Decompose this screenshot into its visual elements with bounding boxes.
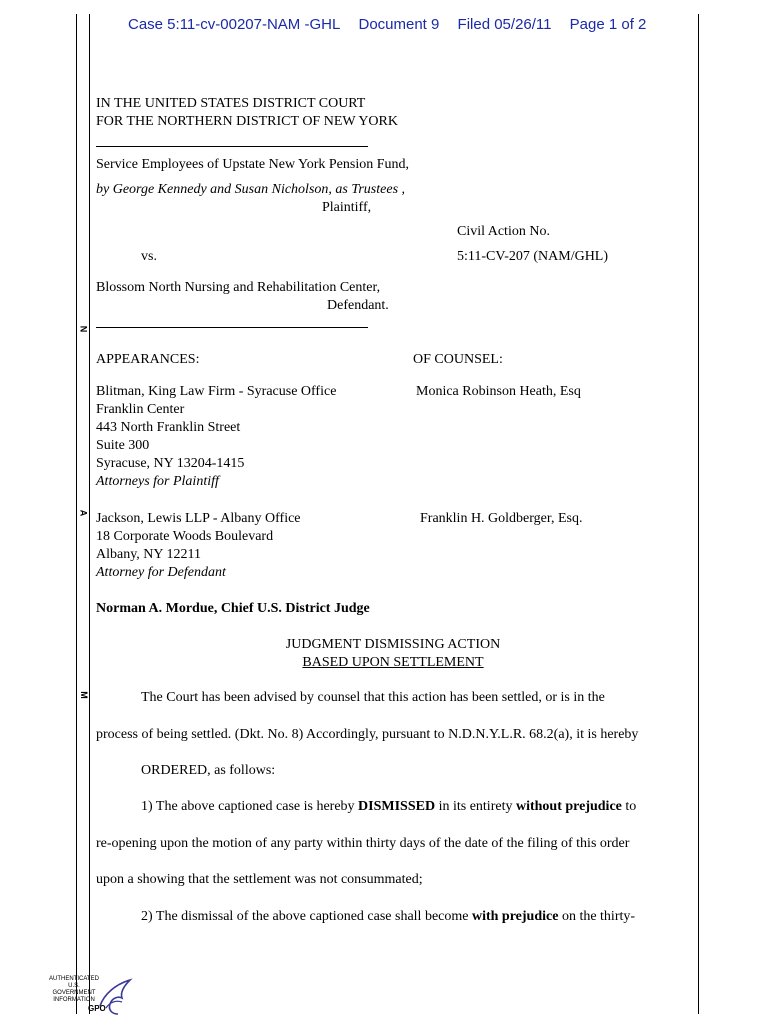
court-name-line2: FOR THE NORTHERN DISTRICT OF NEW YORK [96, 114, 398, 129]
caption-rule-bottom [96, 327, 368, 328]
defendant-counsel: Franklin H. Goldberger, Esq. [420, 511, 583, 526]
body-text: to [621, 799, 637, 814]
plaintiff-role: Plaintiff, [322, 200, 372, 215]
judgment-title-line2: BASED UPON SETTLEMENT [302, 655, 484, 670]
body-text: process of being settled. (Dkt. No. 8) Accordingly, pursuant to N.D.N.Y.L.R. 68.2(a), it is hereby [96, 727, 639, 742]
defendant-role: Defendant. [327, 298, 389, 313]
plaintiff-firm-line: Blitman, King Law Firm - Syracuse Office [96, 384, 337, 399]
defendant-firm-line: Albany, NY 12211 [96, 547, 201, 562]
body-paragraph-line [141, 690, 741, 706]
body-text: The Court has been advised by counsel that this action has been settled, or is in the [141, 690, 605, 705]
plaintiff-name: Service Employees of Upstate New York Pension Fund, [96, 157, 410, 172]
item-1-line2 [96, 836, 696, 852]
item-1-line [141, 799, 741, 815]
defendant-firm-line: 18 Corporate Woods Boulevard [96, 529, 274, 544]
plaintiff-firm-line: 443 North Franklin Street [96, 420, 241, 435]
plaintiff-firm-line: Franklin Center [96, 402, 185, 417]
dismissed-emphasis: DISMISSED [358, 799, 436, 814]
plaintiff-counsel: Monica Robinson Heath, Esq [416, 384, 581, 399]
margin-letter-m: M [78, 691, 89, 699]
margin-rule-right [89, 14, 90, 1014]
plaintiff-firm-line: Suite 300 [96, 438, 150, 453]
ordered-line [141, 763, 741, 779]
body-text: ORDERED, as follows: [141, 763, 276, 778]
page-indicator: Page 1 of 2 [569, 16, 647, 33]
of-counsel-heading: OF COUNSEL: [413, 352, 503, 367]
civil-action-number: 5:11-CV-207 (NAM/GHL) [457, 249, 609, 264]
civil-action-label: Civil Action No. [457, 224, 550, 239]
defendant-attorney-role: Attorney for Defendant [96, 565, 226, 580]
defendant-firm-line: Jackson, Lewis LLP - Albany Office [96, 511, 301, 526]
plaintiff-firm-block [96, 383, 336, 491]
defendant-firm-block [96, 510, 301, 582]
court-name-line1: IN THE UNITED STATES DISTRICT COURT [96, 96, 366, 111]
body-text: on the thirty- [558, 909, 636, 924]
plaintiff-attorney-role: Attorneys for Plaintiff [96, 474, 219, 489]
gpo-seal-line: INFORMATION [53, 997, 95, 1003]
document-header [128, 16, 648, 33]
caption-rule-top [96, 146, 368, 147]
gpo-mark: GPO [88, 1004, 106, 1013]
body-text: 2) The dismissal of the above captioned case shall become [141, 909, 472, 924]
plaintiff-by: by George Kennedy and Susan Nicholson, as Trustees , [96, 182, 406, 197]
body-text: in its entirety [435, 799, 516, 814]
item-2-line [141, 909, 741, 925]
margin-letter-a: A [78, 509, 89, 517]
right-margin-rule [698, 14, 699, 1014]
body-text: upon a showing that the settlement was not consummated; [96, 872, 423, 887]
body-paragraph-line [96, 727, 696, 743]
document-number: Document 9 [358, 16, 440, 33]
margin-letter-n: N [78, 325, 89, 333]
gpo-seal-line: AUTHENTICATED [49, 976, 99, 982]
filed-date: Filed 05/26/11 [457, 16, 552, 33]
gpo-seal-text [48, 976, 100, 1004]
plaintiff-firm-line: Syracuse, NY 13204-1415 [96, 456, 245, 471]
appearances-heading: APPEARANCES: [96, 352, 200, 367]
with-prejudice-emphasis: with prejudice [471, 909, 559, 924]
judge-name: Norman A. Mordue, Chief U.S. District Judge [96, 601, 370, 616]
body-text: re-opening upon the motion of any party within thirty days of the date of the filing of this order [96, 836, 630, 851]
judgment-title-line1: JUDGMENT DISMISSING ACTION [285, 637, 501, 652]
defendant-name: Blossom North Nursing and Rehabilitation Center, [96, 280, 381, 295]
margin-rule-left [76, 14, 77, 1014]
item-1-line3 [96, 872, 696, 888]
gpo-seal-line: U.S. GOVERNMENT [52, 983, 96, 996]
without-prejudice-emphasis: without prejudice [515, 799, 622, 814]
versus: vs. [141, 249, 157, 264]
case-number: Case 5:11-cv-00207-NAM -GHL [128, 16, 341, 33]
body-text: 1) The above captioned case is hereby [141, 799, 359, 814]
gpo-authentication-seal [48, 976, 138, 1018]
